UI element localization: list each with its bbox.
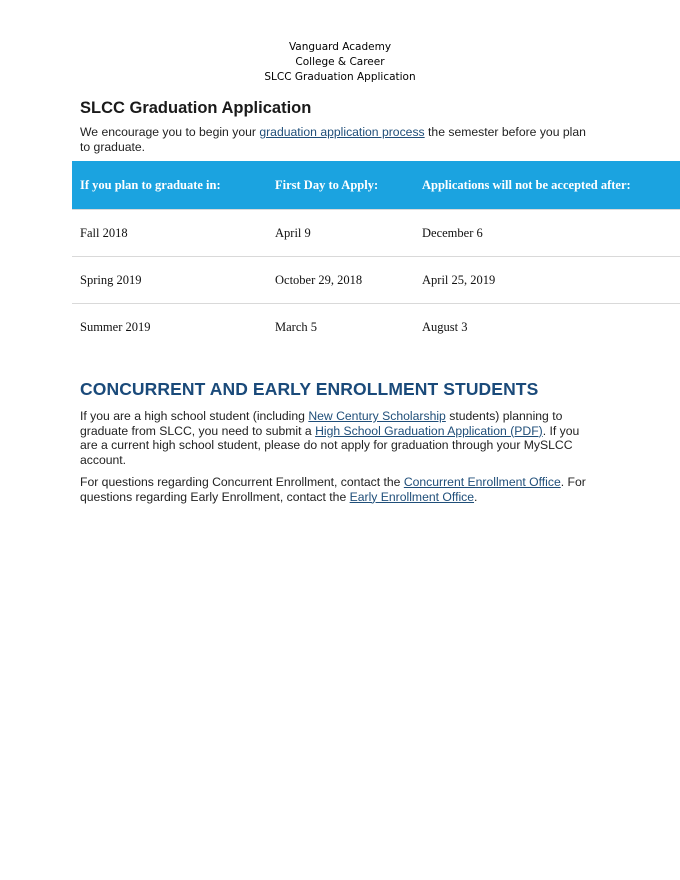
intro-text-2: the semester before you plan to graduate. xyxy=(80,125,586,154)
p2-text-2: . For questions regarding Early Enrollment, contact the xyxy=(80,475,586,504)
header-deadline: Applications will not be accepted after: xyxy=(422,177,631,192)
graduation-intro xyxy=(80,125,590,154)
p1-text-2: students) planning to graduate from SLCC, you need to submit a xyxy=(80,409,563,438)
cell-deadline: April 25, 2019 xyxy=(422,272,496,287)
concurrent-heading: CONCURRENT AND EARLY ENROLLMENT STUDENTS xyxy=(80,379,539,399)
table-header-row xyxy=(72,161,680,209)
graduation-heading: SLCC Graduation Application xyxy=(80,99,312,117)
graduation-section xyxy=(80,99,600,154)
document-title: SLCC Graduation Application xyxy=(264,71,416,83)
school-name: Vanguard Academy xyxy=(288,41,392,53)
intro-text-1: We encourage you to begin your xyxy=(80,125,260,139)
department-name: College & Career xyxy=(295,56,385,68)
cell-term: Fall 2018 xyxy=(80,225,128,240)
new-century-scholarship-link[interactable]: New Century Scholarship xyxy=(308,409,446,423)
table-row xyxy=(72,304,680,350)
graduation-process-link[interactable]: graduation application process xyxy=(259,125,425,139)
hs-graduation-application-link[interactable]: High School Graduation Application (PDF) xyxy=(315,423,543,438)
p1-text-3: . If you are a current high school student, please do not apply for graduation through your MySLCC account. xyxy=(80,423,580,467)
concurrent-enrollment-office-link[interactable]: Concurrent Enrollment Office xyxy=(403,475,561,489)
p2-text-3: . xyxy=(474,489,478,504)
p1-text-1: If you are a high school student (including xyxy=(80,409,309,423)
document-header xyxy=(0,40,680,85)
cell-first-day: October 29, 2018 xyxy=(275,272,363,287)
cell-deadline: August 3 xyxy=(422,319,468,334)
header-first-day: First Day to Apply: xyxy=(275,177,379,192)
cell-first-day: March 5 xyxy=(275,319,317,334)
cell-term: Spring 2019 xyxy=(80,272,142,287)
cell-first-day: April 9 xyxy=(275,225,311,240)
header-graduate-in: If you plan to graduate in: xyxy=(80,177,221,192)
early-enrollment-office-link[interactable]: Early Enrollment Office xyxy=(349,489,475,504)
concurrent-section xyxy=(80,379,600,504)
deadlines-table xyxy=(72,161,680,350)
table-row xyxy=(72,257,680,304)
p2-text-1: For questions regarding Concurrent Enrollment, contact the xyxy=(80,475,404,489)
concurrent-paragraph-2 xyxy=(80,475,595,504)
cell-deadline: December 6 xyxy=(422,225,483,240)
cell-term: Summer 2019 xyxy=(80,319,151,334)
table-row xyxy=(72,209,680,257)
concurrent-paragraph-1 xyxy=(80,409,592,467)
